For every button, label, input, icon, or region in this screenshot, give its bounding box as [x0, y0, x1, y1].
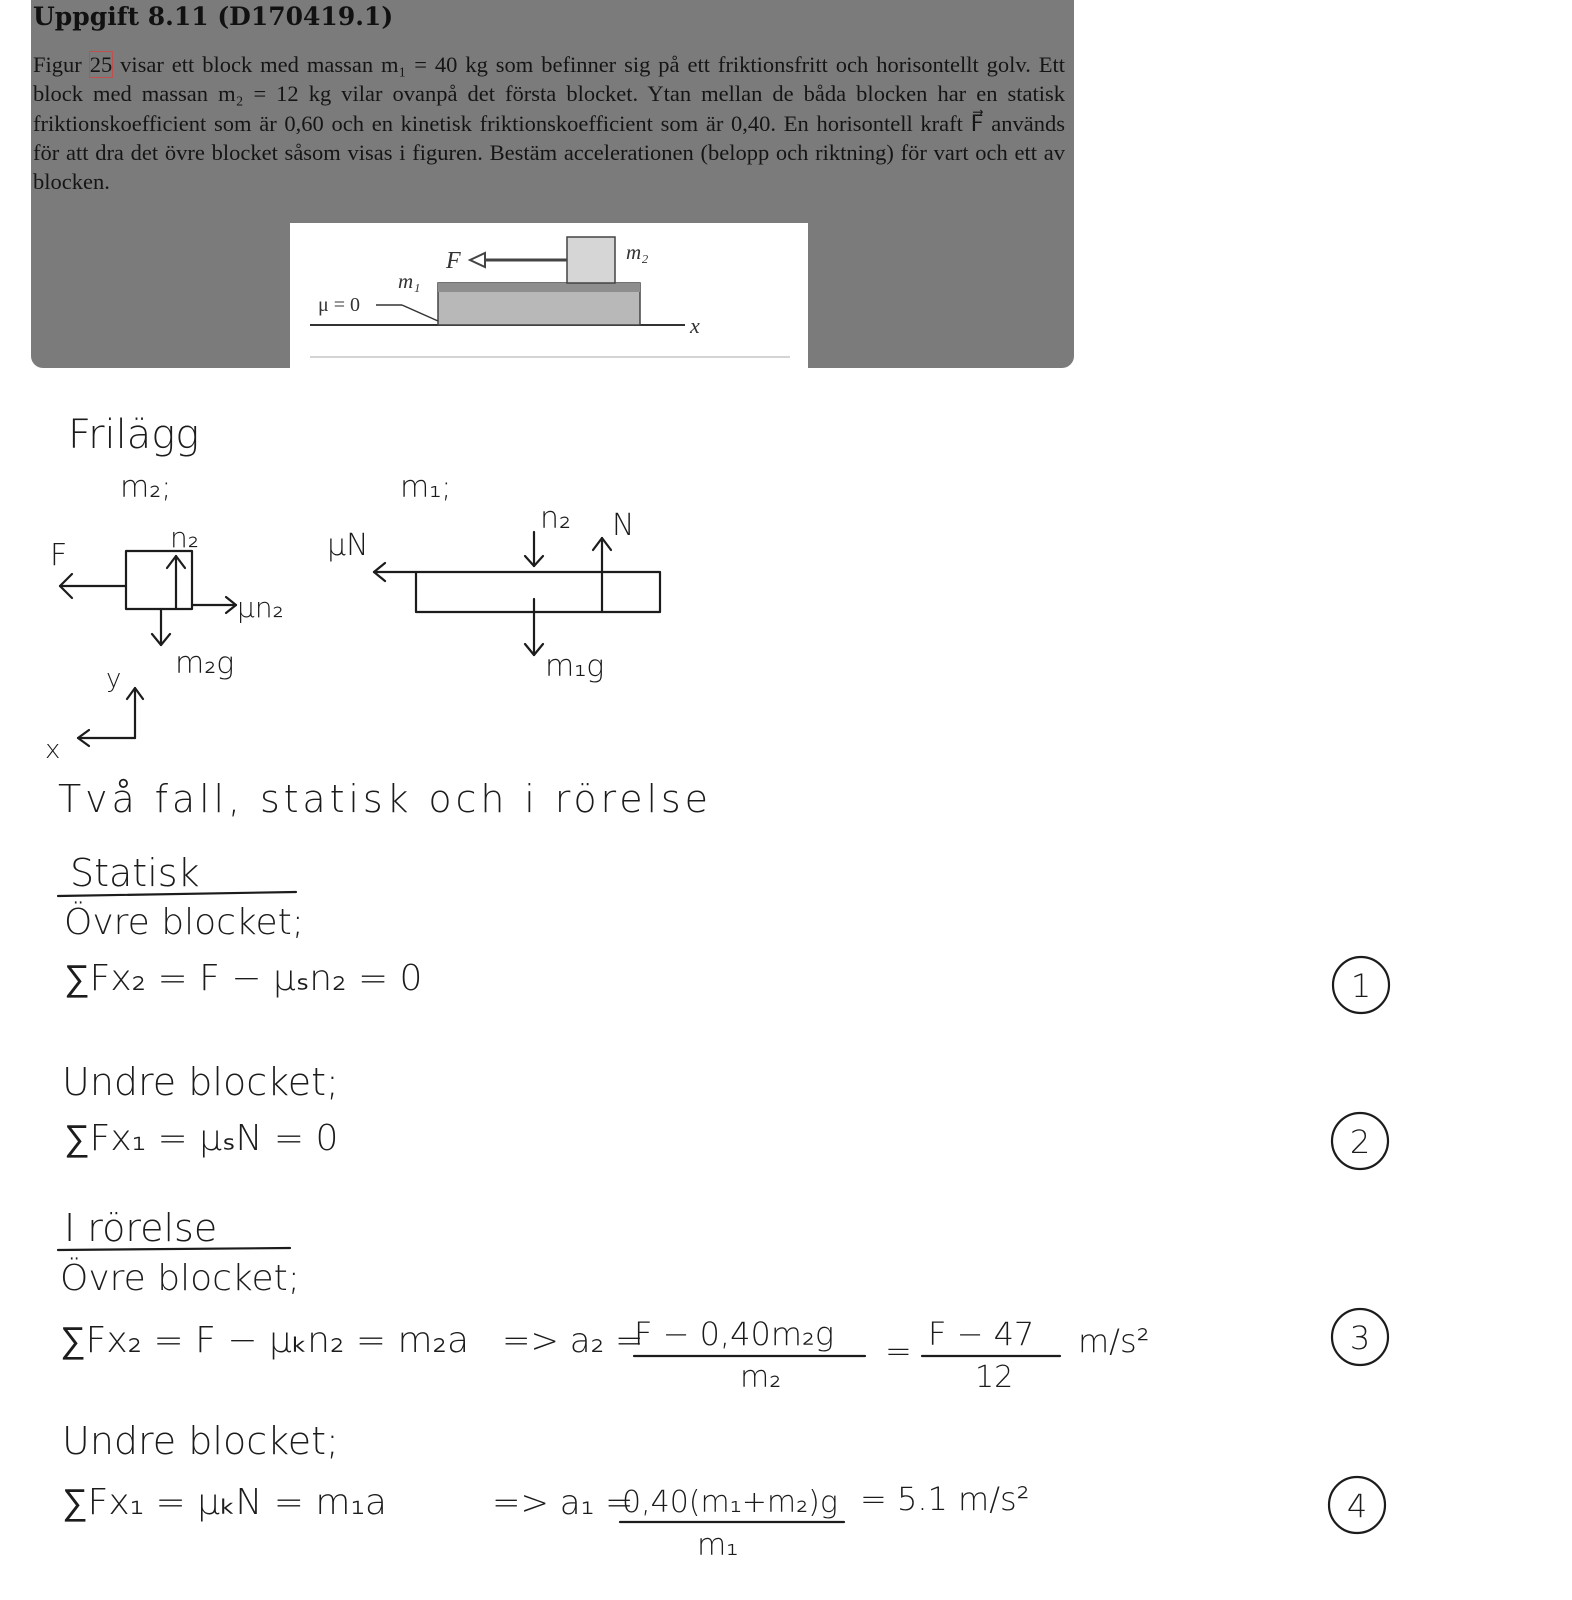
motion-upper-fraction1-numerator: F − 0,40m₂g	[634, 1315, 835, 1353]
static-lower-equation: ∑Fx₁ = μₛN = 0	[64, 1118, 339, 1159]
svg-text:1: 1	[1350, 967, 1372, 1005]
motion-upper-equation: ∑Fx₂ = F − μₖn₂ = m₂a	[60, 1320, 470, 1361]
notes-heading: Frilägg	[68, 412, 200, 458]
task-text-rest: visar ett block med massan m₁ = 40 kg som befinner sig på ett friktionsfritt och horisontellt golv. Ett block med massan m₂ = 12 kg vilar ovanpå det första blocket. Ytan mellan de båda blocken har en statisk friktionskoefficient som är 0,60 och en kinetisk friktionskoefficient som är 0,40. En horisontell kraft F⃗ används för att dra det övre blocket såsom visas i figuren. Bestäm accelerationen (belopp och riktning) för vart och ett av blocken.	[33, 52, 1066, 195]
motion-lower-implies: => a₁ =	[492, 1483, 634, 1523]
axis-x-label: x	[45, 735, 61, 765]
motion-upper-unit: m/s²	[1078, 1322, 1150, 1360]
motion-upper-equals: =	[885, 1332, 912, 1370]
static-upper-label: Övre blocket;	[64, 902, 304, 943]
fbd-m2-normal-label: n₂	[170, 521, 199, 554]
motion-upper-implies: => a₂ =	[502, 1321, 644, 1361]
svg-text:3: 3	[1349, 1319, 1371, 1357]
fbd-m2-title: m₂;	[120, 470, 172, 505]
svg-text:4: 4	[1346, 1487, 1368, 1525]
svg-text:2: 2	[1349, 1123, 1371, 1161]
fbd-m1-weight-label: m₁g	[545, 649, 605, 684]
fbd-m2-block	[126, 551, 192, 609]
motion-lower-fraction-numerator: 0,40(m₁+m₂)g	[622, 1485, 838, 1520]
x-axis-label: x	[690, 313, 700, 338]
task-text-start: Figur	[33, 52, 90, 77]
fbd-m1-diagram	[374, 532, 660, 655]
two-cases-text: Två fall, statisk och i rörelse	[58, 777, 708, 821]
axis-y-label: y	[106, 664, 122, 694]
fbd-m2-force-label: F	[50, 538, 68, 573]
motion-lower-equation: ∑Fx₁ = μₖN = m₁a	[62, 1482, 387, 1523]
task-title: Uppgift 8.11 (D170419.1)	[33, 2, 394, 31]
fbd-m1-normal-label: N	[612, 508, 635, 543]
m2-label: m₂	[626, 240, 649, 264]
fbd-m2-diagram	[60, 551, 236, 645]
equation-number-3	[1332, 1309, 1388, 1365]
equation-number-1	[1333, 957, 1389, 1013]
static-lower-label: Undre blocket;	[62, 1060, 339, 1104]
fbd-m1-n2-label: n₂	[540, 501, 572, 536]
fbd-m1-block	[416, 572, 660, 612]
motion-upper-fraction2-denominator: 12	[975, 1360, 1014, 1395]
force-label: F⃗	[446, 248, 480, 274]
motion-upper-fraction1-denominator: m₂	[740, 1360, 782, 1395]
motion-heading: I rörelse	[64, 1206, 218, 1250]
figure-reference-link[interactable]: 25	[89, 52, 113, 77]
coordinate-axes	[78, 688, 143, 746]
fbd-m2-friction-label: μn₂	[237, 591, 284, 624]
m1-label: m₁	[398, 269, 421, 293]
motion-lower-fraction-denominator: m₁	[697, 1528, 739, 1563]
fbd-m1-title: m₁;	[400, 470, 452, 505]
fbd-m2-weight-label: m₂g	[175, 646, 235, 681]
mu-label: μ = 0	[318, 294, 361, 316]
fbd-m1-friction-label: μN	[327, 528, 369, 563]
static-heading: Statisk	[70, 851, 200, 895]
equation-number-4	[1329, 1477, 1385, 1533]
motion-lower-label: Undre blocket;	[62, 1419, 339, 1463]
motion-upper-label: Övre blocket;	[60, 1258, 300, 1299]
equation-number-2	[1332, 1113, 1388, 1169]
motion-upper-fraction2-numerator: F − 47	[928, 1315, 1035, 1353]
motion-lower-result: = 5.1 m/s²	[860, 1480, 1030, 1518]
static-upper-equation: ∑Fx₂ = F − μₛn₂ = 0	[64, 958, 423, 999]
